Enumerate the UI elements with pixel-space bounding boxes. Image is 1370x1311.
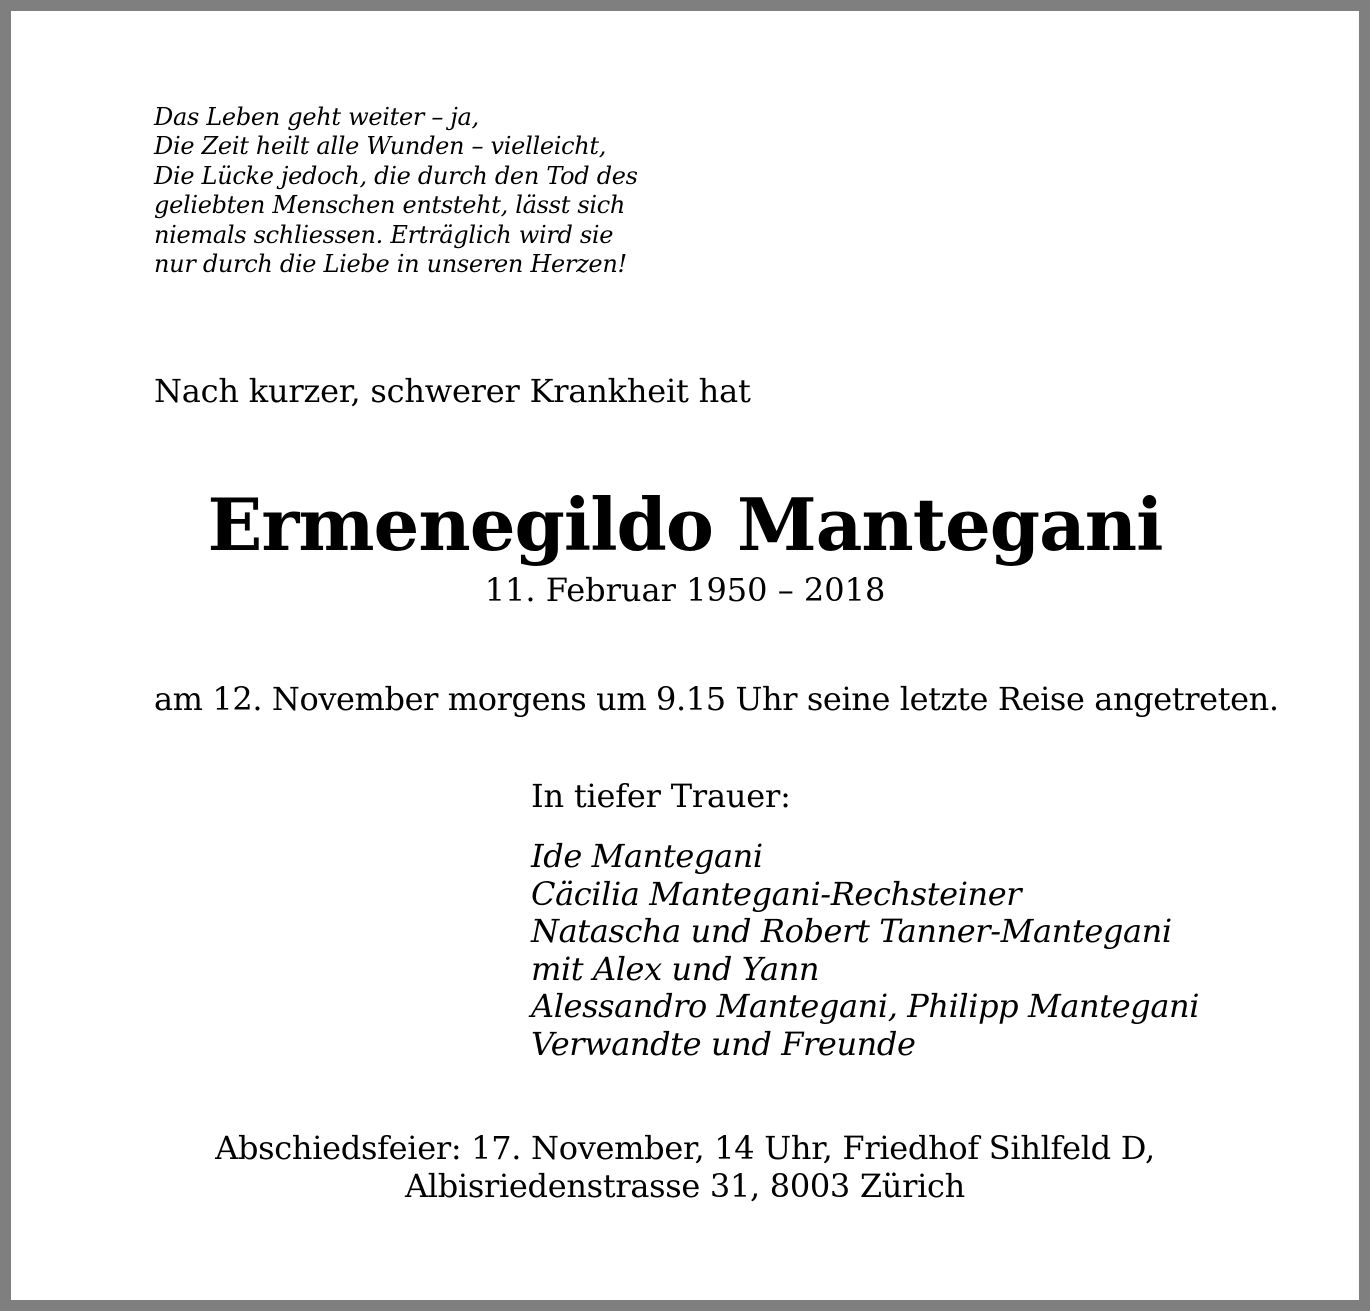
poem bbox=[154, 103, 638, 279]
mourner-name: Ide Mantegani bbox=[531, 837, 763, 875]
poem-line: nur durch die Liebe in unseren Herzen! bbox=[154, 250, 627, 279]
poem-line: niemals schliessen. Erträglich wird sie bbox=[154, 220, 614, 249]
life-dates: 11. Februar 1950 – 2018 bbox=[484, 571, 886, 609]
mourner-name: mit Alex und Yann bbox=[531, 949, 820, 988]
mourner-name: Natascha und Robert Tanner-Mantegani bbox=[531, 912, 1172, 951]
obituary-page bbox=[11, 11, 1359, 1300]
deceased-name: Ermenegildo Mantegani bbox=[207, 482, 1163, 567]
poem-line: Die Lücke jedoch, die durch den Tod des bbox=[154, 161, 638, 190]
poem-line: Die Zeit heilt alle Wunden – vielleicht, bbox=[154, 132, 607, 161]
poem-line: Das Leben geht weiter – ja, bbox=[154, 103, 479, 131]
mourners-block bbox=[531, 776, 1199, 1064]
passing-text: am 12. November morgens um 9.15 Uhr seine letzte Reise angetreten. bbox=[154, 680, 1279, 718]
mourners-heading: In tiefer Trauer: bbox=[531, 777, 791, 815]
mourner-name: Alessandro Mantegani, Philipp Mantegani bbox=[531, 987, 1200, 1026]
ceremony-info bbox=[11, 1129, 1359, 1205]
poem-line: geliebten Menschen entsteht, lässt sich bbox=[154, 191, 626, 220]
ceremony-address: Albisriedenstrasse 31, 8003 Zürich bbox=[405, 1167, 965, 1205]
mourner-name: Verwandte und Freunde bbox=[531, 1024, 916, 1063]
mourner-name: Cäcilia Mantegani-Rechsteiner bbox=[531, 874, 1022, 913]
intro-text: Nach kurzer, schwerer Krankheit hat bbox=[154, 372, 751, 410]
ceremony-line: Abschiedsfeier: 17. November, 14 Uhr, Friedhof Sihlfeld D, bbox=[215, 1129, 1155, 1167]
